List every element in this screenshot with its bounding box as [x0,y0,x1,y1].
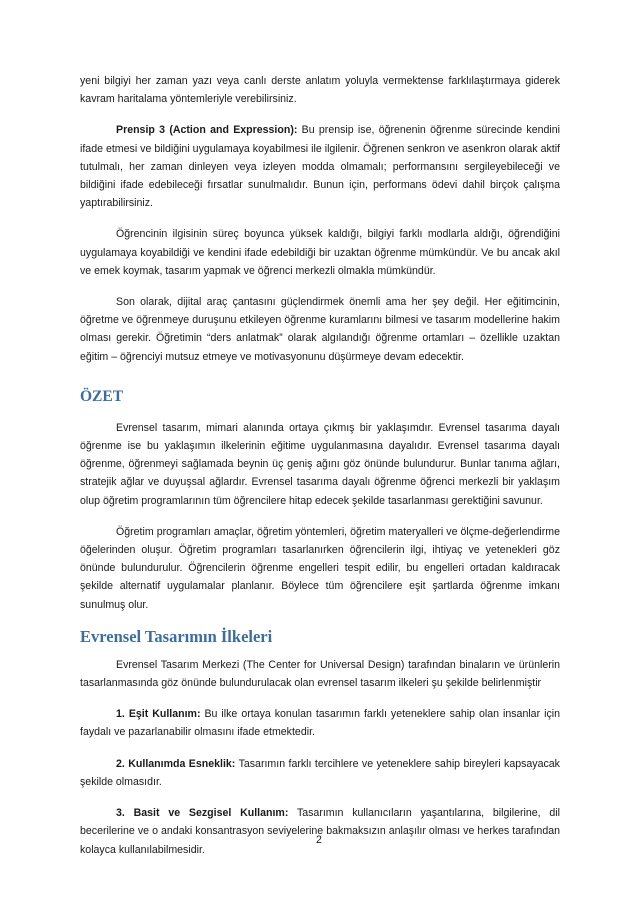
paragraph-principle-flexibility [80,755,560,791]
flexibility-lead: 2. Kullanımda Esneklik: [116,757,236,770]
simple-use-lead: 3. Basit ve Sezgisel Kullanım: [116,807,289,820]
paragraph-continuation: yeni bilgiyi her zaman yazı veya canlı derste anlatım yoluyla vermektense farklılaştırmaya giderek kavram haritalama yöntemleriyle verebilirsiniz. [80,75,560,106]
page-number: 2 [316,834,322,846]
heading-evrensel-tasarim-ilkeleri: Evrensel Tasarımın İlkeleri [80,626,273,646]
paragraph-ozet-2: Öğretim programları amaçlar, öğretim yöntemleri, öğretim materyalleri ve ölçme-değerlendirme öğelerinden oluşur. Öğretim programları tasarlanırken öğrencilerin ilgi, ihtiyaç ve yetenekleri göz önünde bulundurulur. Öğrencilerin öğrenme engelleri tespit edilir, bu engelleri ortadan kaldıracak şekilde alternatif uygulamalar planlanır. Böylece tüm öğrencilere eşit şartlarda öğrenme imkanı sunulmuş olur. [80,525,560,611]
paragraph-ilkeler-intro: Evrensel Tasarım Merkezi (The Center for Universal Design) tarafından binaların ve ürünlerin tasarlanmasında göz önünde bulundurulacak olan evrensel tasarım ilkeleri şu şekilde belirlenmiştir [80,658,560,690]
flexibility-text: Tasarımın farklı tercihlere ve yeteneklere sahip bireyleri kapsayacak şekilde olmasıdır. [80,757,560,788]
principle-3-lead: Prensip 3 (Action and Expression): [116,124,298,137]
heading-ozet: ÖZET [80,387,124,405]
paragraph-principle-3 [80,121,560,212]
paragraph-ozet-1: Evrensel tasarım, mimari alanında ortaya çıkmış bir yaklaşımdır. Evrensel tasarıma dayalı öğrenme ise bu yaklaşımın ilkelerinin eğitime uygulanmasına dayalıdır. Evrensel tasarıma dayalı öğrenme, öğrenmeyi sağlamada beynin üç geniş ağını göz önünde bulundurur. Bunlar tanıma ağları, stratejik ağlar ve duyuşsal ağlardır. Evrensel tasarıma dayalı öğrenme öğrenci merkezli bir yaklaşım olup öğretim programlarının tüm öğrencilere hitap edecek şekilde tasarlanması gerektiğini savunur. [80,421,560,507]
page-content [80,72,560,872]
simple-use-text: Tasarımın kullanıcıların yaşantılarına, bilgilerine, dil becerilerine ve o andaki konsantrasyon seviyelerine bakmaksızın anlaşılır olması ve herkes tarafından kolayca kullanılabilmesidir. [80,807,560,856]
equal-use-text: Bu ilke ortaya konulan tasarımın farklı yeteneklere sahip olan insanlar için faydalı ve pazarlanabilir olmasını ifade etmektedir. [80,708,560,739]
principle-3-text: Bu prensip ise, öğrenenin öğrenme sürecinde kendini ifade etmesi ve bildiğini uygulamaya koyabilmesi ile ilgilenir. Öğrenen senkron ve asenkron olarak aktif tutulmalı, her zaman dinleyen veya izleyen modda olmamalı; performansını sergileyebileceği ve bildiğini ifade edebileceği fırsatlar sunulmalıdır. Bunun için, performans ödevi dahil birçok çalışma yaptırabilirsiniz. [80,124,560,210]
paragraph-principle-simple-use [80,804,560,859]
paragraph-student-interest: Öğrencinin ilgisinin süreç boyunca yüksek kaldığı, bilgiyi farklı modlarla aldığı, öğrendiğini uygulamaya koyabildiği ve kendini ifade edebildiği bir uzaktan öğrenme mümkündür. Ve bu ancak akıl ve emek koymak, tasarım yapmak ve öğrenci merkezli olmakla mümkündür. [80,228,560,277]
equal-use-lead: 1. Eşit Kullanım: [116,708,201,721]
paragraph-principle-equal-use [80,705,560,741]
paragraph-conclusion: Son olarak, dijital araç çantasını güçlendirmek önemli ama her şey değil. Her eğitimcinin, öğretme ve öğrenmeye duruşunu etkileyen öğrenme kuramlarını bilmesi ve tasarım modellerine hakim olması gerekir. Öğretimin “ders anlatmak” olarak algılandığı öğrenme ortamları – özellikle uzaktan eğitim – öğrenciyi mutsuz etmeye ve motivasyonunu düşürmeye devam edecektir. [80,296,560,363]
